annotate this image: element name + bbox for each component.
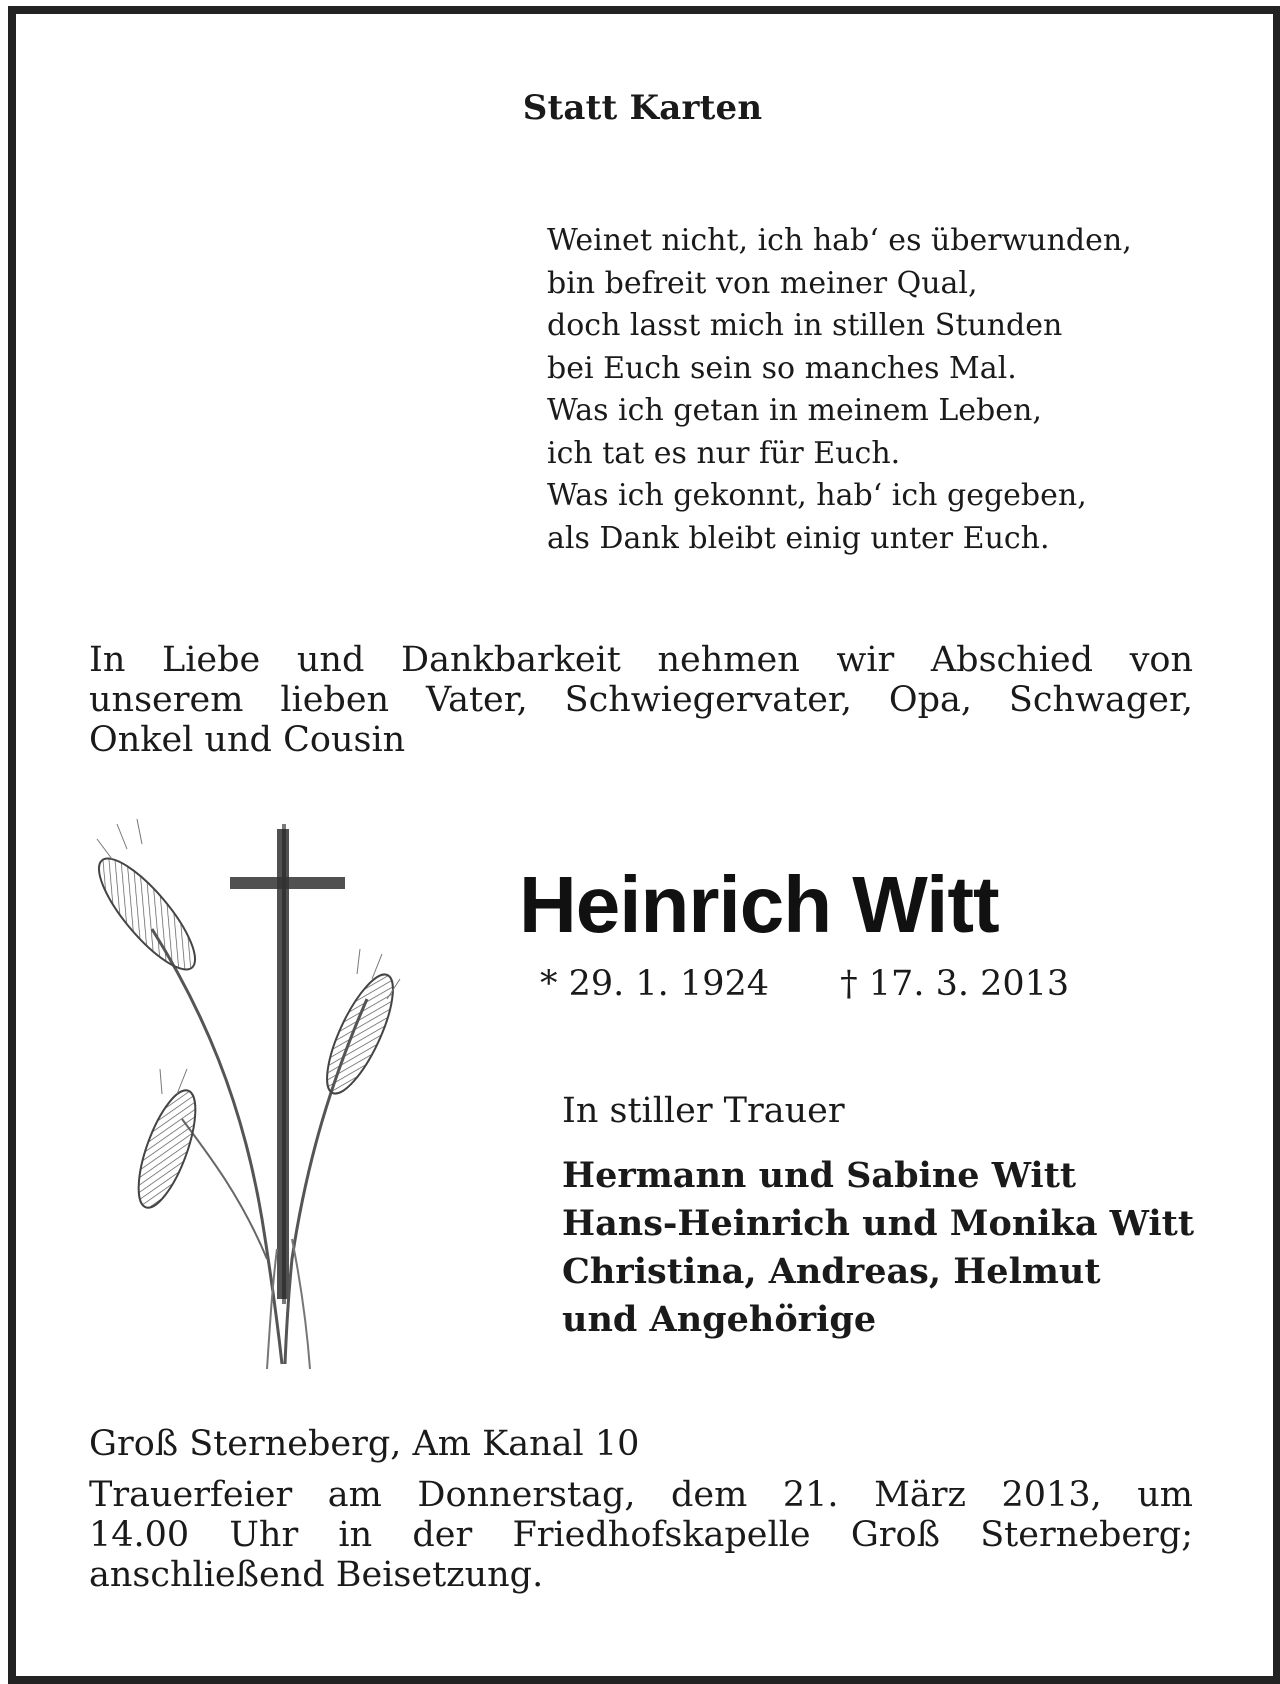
intro-line: unserem lieben Vater, Schwiegervater, Opa, Schwager, xyxy=(89,680,1193,720)
intro-text xyxy=(89,640,1193,760)
intro-line: In Liebe und Dankbarkeit nehmen wir Abschied von xyxy=(89,640,1193,680)
mourners-list xyxy=(562,1152,1194,1344)
poem-line: Weinet nicht, ich hab‘ es überwunden, xyxy=(547,223,1132,258)
mourner-name: und Angehörige xyxy=(562,1299,877,1340)
obituary-frame xyxy=(8,6,1280,1684)
poem-line: doch lasst mich in stillen Stunden xyxy=(547,308,1063,343)
birth-date: * 29. 1. 1924 xyxy=(540,964,770,1004)
cross-wheat-icon xyxy=(92,819,402,1374)
mourner-name: Hans-Heinrich und Monika Witt xyxy=(562,1203,1194,1244)
address: Groß Sterneberg, Am Kanal 10 xyxy=(89,1424,640,1464)
death-date: † 17. 3. 2013 xyxy=(840,964,1070,1004)
poem-line: als Dank bleibt einig unter Euch. xyxy=(547,520,1050,556)
poem-line: ich tat es nur für Euch. xyxy=(547,435,901,471)
ceremony-line: anschließend Beisetzung. xyxy=(89,1555,544,1595)
mourning-intro: In stiller Trauer xyxy=(562,1091,845,1131)
ceremony-line: 14.00 Uhr in der Friedhofskapelle Groß Sterneberg; xyxy=(89,1515,1193,1555)
poem-line: bin befreit von meiner Qual, xyxy=(547,265,978,301)
poem xyxy=(547,220,1132,560)
header-title: Statt Karten xyxy=(522,88,763,128)
header xyxy=(16,88,1273,128)
obituary-content xyxy=(16,14,1273,1676)
poem-line: Was ich gekonnt, hab‘ ich gegeben, xyxy=(547,478,1087,513)
deceased-name: Heinrich Witt xyxy=(519,860,999,949)
ceremony-line: Trauerfeier am Donnerstag, dem 21. März 2013, um xyxy=(89,1475,1193,1515)
ceremony-text xyxy=(89,1475,1193,1595)
life-dates xyxy=(540,964,1069,1004)
mourner-name: Christina, Andreas, Helmut xyxy=(562,1251,1101,1292)
intro-line: Onkel und Cousin xyxy=(89,720,406,760)
poem-line: Was ich getan in meinem Leben, xyxy=(547,393,1042,428)
poem-line: bei Euch sein so manches Mal. xyxy=(547,350,1017,386)
mourner-name: Hermann und Sabine Witt xyxy=(562,1155,1077,1196)
